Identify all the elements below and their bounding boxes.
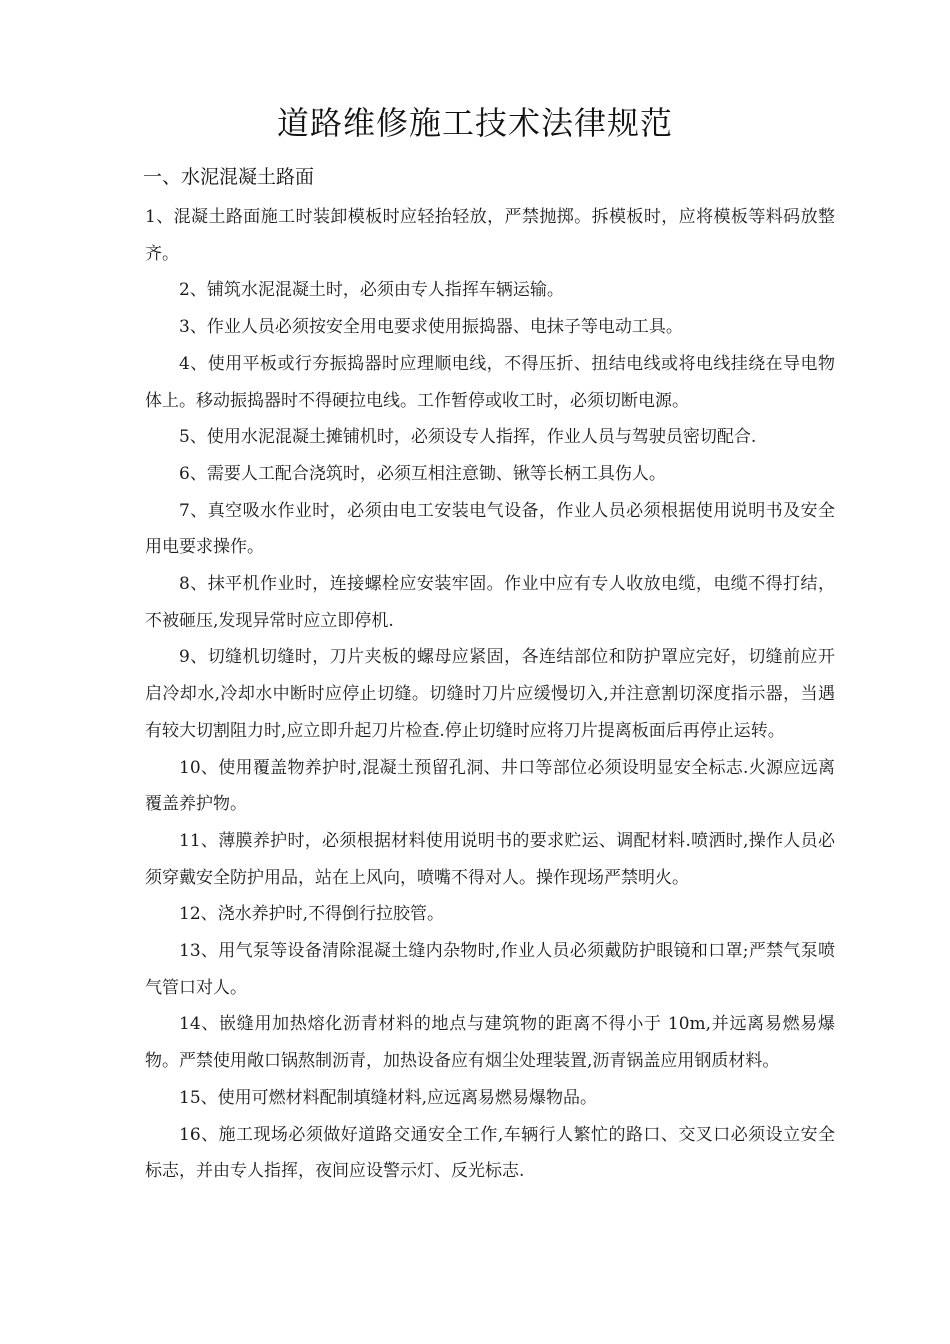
paragraph-item-15: 15、使用可燃材料配制填缝材料,应远离易燃易爆物品。 — [179, 1087, 598, 1108]
paragraph-item-13: 13、用气泵等设备清除混凝土缝内杂物时,作业人员必须戴防护眼镜和口罩;严禁气泵喷气管口对人。 — [145, 941, 835, 998]
paragraph-item-4: 4、使用平板或行夯振捣器时应理顺电线，不得压折、扭结电线或将电线挂绕在导电物体上。移动振捣器时不得硬拉电线。工作暂停或收工时，必须切断电源。 — [145, 353, 835, 411]
paragraph-item-14: 14、嵌缝用加热熔化沥青材料的地点与建筑物的距离不得小于 10m,并远离易燃易爆物。严禁使用敞口锅熬制沥青，加热设备应有烟尘处理装置,沥青锅盖应用钢质材料。 — [145, 1014, 835, 1072]
paragraph-item-1: 1、混凝土路面施工时装卸模板时应轻抬轻放，严禁抛掷。拆模板时，应将模板等料码放整齐。 — [145, 207, 835, 264]
paragraph-item-16: 16、施工现场必须做好道路交通安全工作,车辆行人繁忙的路口、交叉口必须设立安全标志，并由专人指挥，夜间应设警示灯、反光标志. — [145, 1124, 835, 1182]
paragraph-item-3: 3、作业人员必须按安全用电要求使用振捣器、电抹子等电动工具。 — [179, 317, 683, 338]
paragraph-item-12: 12、浇水养护时,不得倒行拉胶管。 — [179, 904, 445, 925]
paragraph-item-8: 8、抹平机作业时，连接螺栓应安装牢固。作业中应有专人收放电缆，电缆不得打结，不被砸压,发现异常时应立即停机. — [145, 574, 835, 631]
section-heading: 一、水泥混凝土路面 — [143, 166, 315, 188]
paragraph-item-10: 10、使用覆盖物养护时,混凝土预留孔洞、井口等部位必须设明显安全标志.火源应远离覆盖养护物。 — [145, 757, 835, 815]
paragraph-item-6: 6、需要人工配合浇筑时，必须互相注意锄、锹等长柄工具伤人。 — [179, 463, 666, 484]
paragraph-item-2: 2、铺筑水泥混凝土时，必须由专人指挥车辆运输。 — [179, 280, 564, 301]
body-text — [145, 199, 835, 1190]
paragraph-item-7: 7、真空吸水作业时，必须由电工安装电气设备，作业人员必须根据使用说明书及安全用电要求操作。 — [145, 500, 835, 558]
document-title: 道路维修施工技术法律规范 — [276, 104, 673, 142]
paragraph-item-9: 9、切缝机切缝时，刀片夹板的螺母应紧固，各连结部位和防护罩应完好，切缝前应开启冷却水,冷却水中断时应停止切缝。切缝时刀片应缓慢切入,并注意割切深度指示器，当遇有较大切割阻力时,应立即升起刀片检查.停止切缝时应将刀片提离板面后再停止运转。 — [145, 647, 835, 741]
paragraph-item-5: 5、使用水泥混凝土摊铺机时，必须设专人指挥，作业人员与驾驶员密切配合. — [179, 427, 757, 448]
paragraph-item-11: 11、薄膜养护时，必须根据材料使用说明书的要求贮运、调配材料.喷洒时,操作人员必须穿戴安全防护用品，站在上风向，喷嘴不得对人。操作现场严禁明火。 — [145, 830, 835, 888]
